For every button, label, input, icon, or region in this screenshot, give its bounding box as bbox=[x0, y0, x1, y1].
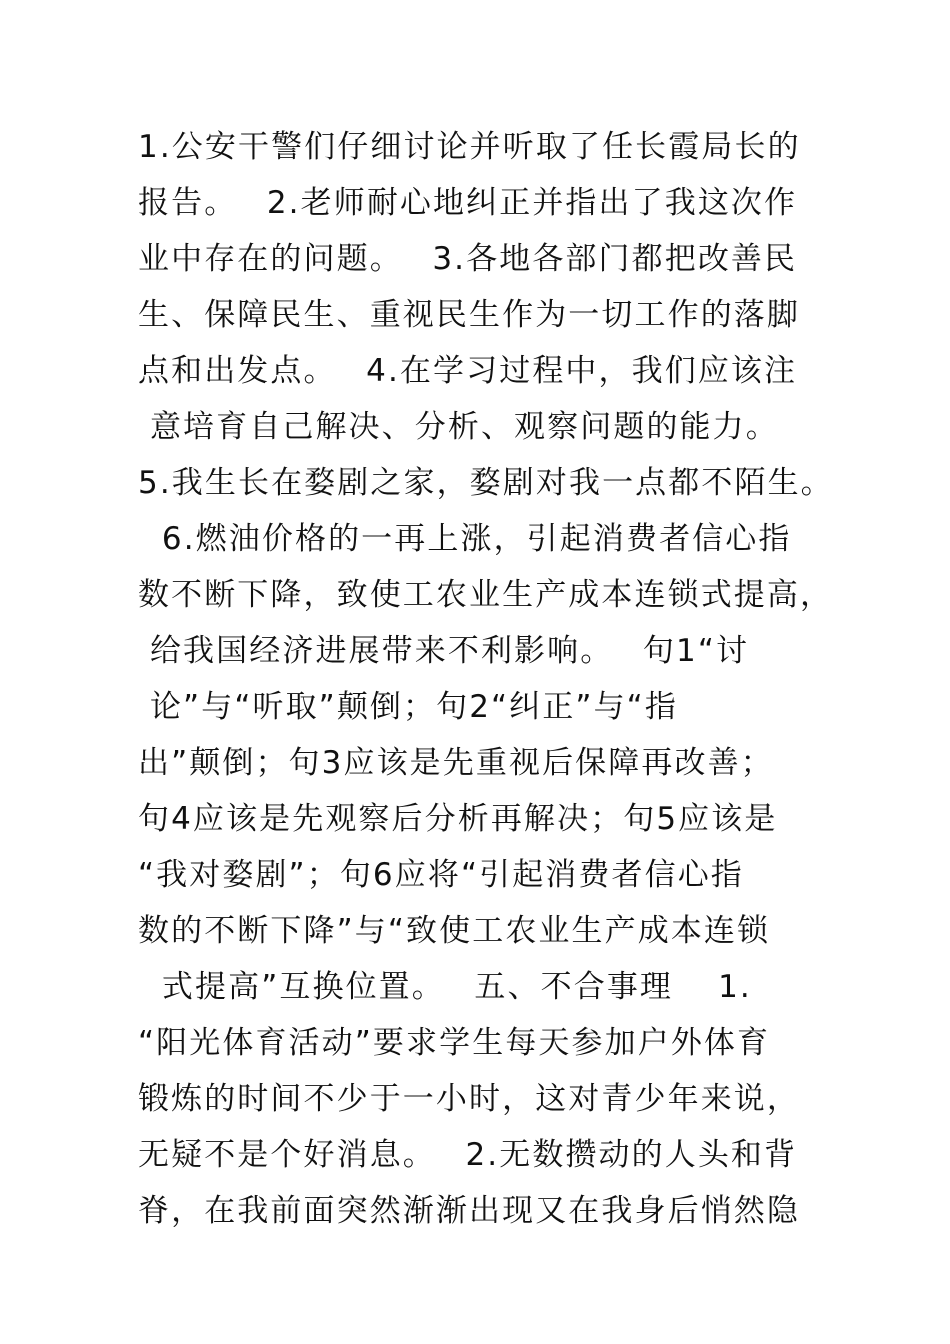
text-line: 脊，在我前面突然渐渐出现又在我身后悄然隐 bbox=[138, 1193, 800, 1229]
text-line: 数的不断下降”与“致使工农业生产成本连锁 bbox=[138, 913, 771, 949]
text-line: 业中存在的问题。 3.各地各部门都把改善民 bbox=[138, 241, 798, 277]
text-line: 式提高”互换位置。 五、不合事理 1. bbox=[138, 969, 752, 1005]
text-line: 5.我生长在婺剧之家，婺剧对我一点都不陌生。 bbox=[138, 465, 834, 501]
text-line: 数不断下降，致使工农业生产成本连锁式提高， bbox=[138, 577, 834, 613]
text-line: 意培育自己解决、分析、观察问题的能力。 bbox=[138, 409, 779, 445]
text-line: 6.燃油价格的一再上涨，引起消费者信心指 bbox=[138, 521, 792, 557]
text-line: 点和出发点。 4.在学习过程中，我们应该注 bbox=[138, 353, 798, 389]
text-line: 1.公安干警们仔细讨论并听取了任长霞局长的 bbox=[138, 129, 801, 165]
text-line: 给我国经济进展带来不利影响。 句1“讨 bbox=[138, 633, 750, 669]
text-line: 报告。 2.老师耐心地纠正并指出了我这次作 bbox=[138, 185, 798, 221]
text-line: 句4应该是先观察后分析再解决；句5应该是 bbox=[138, 801, 778, 837]
text-line: “阳光体育活动”要求学生每天参加户外体育 bbox=[138, 1025, 771, 1061]
body-text bbox=[138, 119, 838, 1239]
text-line: “我对婺剧”；句6应将“引起消费者信心指 bbox=[138, 857, 744, 893]
text-line: 论”与“听取”颠倒；句2“纠正”与“指 bbox=[138, 689, 678, 725]
text-line: 出”颠倒；句3应该是先重视后保障再改善； bbox=[138, 745, 774, 781]
text-line: 锻炼的时间不少于一小时，这对青少年来说， bbox=[138, 1081, 800, 1117]
text-line: 无疑不是个好消息。 2.无数攒动的人头和背 bbox=[138, 1137, 798, 1173]
text-line: 生、保障民生、重视民生作为一切工作的落脚 bbox=[138, 297, 800, 333]
